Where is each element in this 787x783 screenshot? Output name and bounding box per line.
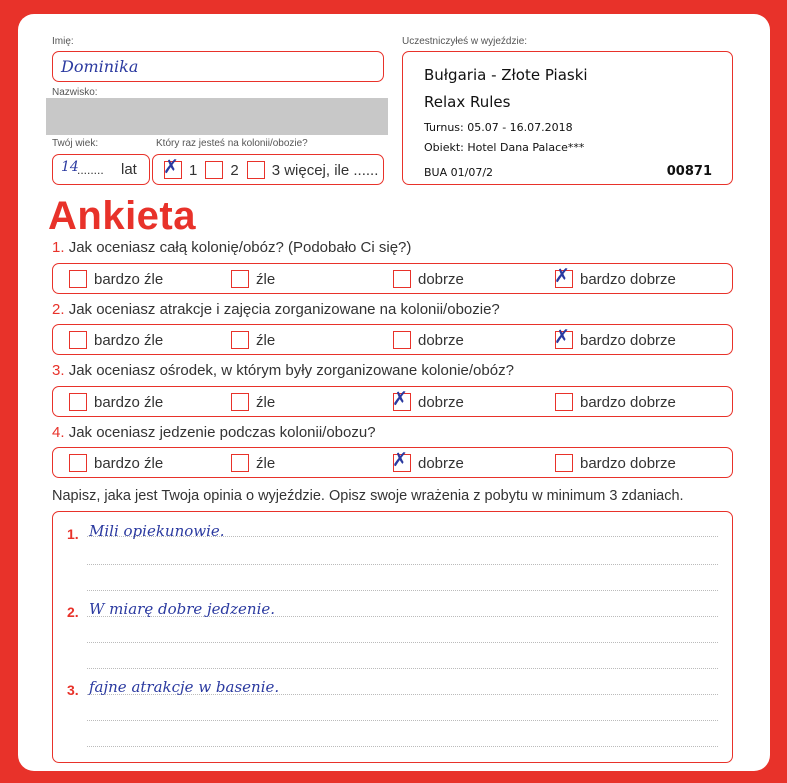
age-value: 14 bbox=[61, 159, 79, 175]
age-dots: ........ bbox=[77, 163, 104, 177]
option-checkbox[interactable] bbox=[69, 393, 87, 411]
option-label: źle bbox=[256, 393, 276, 411]
surname-label: Nazwisko: bbox=[52, 87, 98, 98]
check-mark-icon: ✗ bbox=[554, 326, 570, 348]
option-label: bardzo źle bbox=[94, 393, 164, 411]
question-1 bbox=[52, 239, 411, 256]
opinion-prompt: Napisz, jaka jest Twoja opinia o wyjeździe. Opisz swoje wrażenia z pobytu w minimum 3 zdaniach. bbox=[52, 488, 684, 504]
answer-row-4 bbox=[52, 447, 733, 478]
visit-checkbox-2[interactable] bbox=[205, 161, 223, 179]
age-field[interactable] bbox=[52, 154, 150, 185]
question-number: 3. bbox=[52, 362, 65, 379]
option-label: bardzo dobrze bbox=[580, 331, 676, 349]
answer-row-3 bbox=[52, 386, 733, 417]
option-label: dobrze bbox=[418, 393, 464, 411]
option-label: dobrze bbox=[418, 331, 464, 349]
option-label: bardzo źle bbox=[94, 454, 164, 472]
writing-line bbox=[87, 668, 718, 669]
opinion-text: fajne atrakcje w basenie. bbox=[89, 678, 280, 696]
check-mark-icon: ✗ bbox=[392, 449, 408, 471]
option-label: bardzo dobrze bbox=[580, 454, 676, 472]
option-label: dobrze bbox=[418, 270, 464, 288]
option-checkbox[interactable] bbox=[393, 331, 411, 349]
trip-info-box bbox=[402, 51, 733, 185]
option-checkbox[interactable] bbox=[555, 454, 573, 472]
visit-option-label: 3 więcej, ile ...... bbox=[271, 161, 379, 179]
option-checkbox[interactable] bbox=[555, 393, 573, 411]
option-label: źle bbox=[256, 270, 276, 288]
question-text: Jak oceniasz całą kolonię/obóz? (Podobało Ci się?) bbox=[68, 239, 412, 256]
participant-label: Uczestniczyłeś w wyjeździe: bbox=[402, 36, 528, 47]
trip-number: 00871 bbox=[666, 164, 712, 179]
writing-line bbox=[87, 590, 718, 591]
opinion-number: 1. bbox=[67, 526, 79, 542]
age-unit: lat bbox=[121, 161, 137, 178]
writing-line bbox=[87, 642, 718, 643]
option-checkbox[interactable] bbox=[393, 270, 411, 288]
trip-obiekt: Obiekt: Hotel Dana Palace*** bbox=[424, 141, 585, 154]
age-label: Twój wiek: bbox=[52, 138, 99, 149]
question-number: 2. bbox=[52, 301, 65, 318]
name-value: Dominika bbox=[61, 57, 139, 76]
visit-label: Który raz jesteś na kolonii/obozie? bbox=[156, 138, 308, 149]
option-checkbox[interactable] bbox=[69, 270, 87, 288]
option-label: źle bbox=[256, 454, 276, 472]
question-text: Jak oceniasz jedzenie podczas kolonii/obozu? bbox=[68, 424, 376, 441]
trip-destination: Bułgaria - Złote Piaski bbox=[424, 66, 588, 84]
question-2 bbox=[52, 301, 500, 318]
option-checkbox-checked[interactable] bbox=[554, 265, 573, 288]
option-label: bardzo źle bbox=[94, 331, 164, 349]
question-3 bbox=[52, 362, 514, 379]
question-text: Jak oceniasz ośrodek, w którym były zorganizowane kolonie/obóz? bbox=[68, 362, 514, 379]
writing-line bbox=[87, 720, 718, 721]
visit-checkbox-1[interactable] bbox=[163, 156, 182, 179]
answer-row-1 bbox=[52, 263, 733, 294]
option-checkbox[interactable] bbox=[231, 270, 249, 288]
option-checkbox-checked[interactable] bbox=[392, 449, 411, 472]
option-label: dobrze bbox=[418, 454, 464, 472]
page-title: Ankieta bbox=[48, 194, 196, 238]
option-label: bardzo źle bbox=[94, 270, 164, 288]
writing-line bbox=[87, 746, 718, 747]
option-checkbox-checked[interactable] bbox=[554, 326, 573, 349]
opinion-text: Mili opiekunowie. bbox=[89, 522, 225, 540]
visit-field bbox=[152, 154, 384, 185]
check-mark-icon: ✗ bbox=[392, 388, 408, 410]
name-label: Imię: bbox=[52, 36, 74, 47]
trip-program: Relax Rules bbox=[424, 93, 511, 111]
question-text: Jak oceniasz atrakcje i zajęcia zorganizowane na kolonii/obozie? bbox=[68, 301, 500, 318]
trip-turnus: Turnus: 05.07 - 16.07.2018 bbox=[424, 121, 573, 134]
question-number: 4. bbox=[52, 424, 65, 441]
opinion-box[interactable] bbox=[52, 511, 733, 763]
visit-option-label: 2 bbox=[230, 161, 239, 179]
question-number: 1. bbox=[52, 239, 65, 256]
option-label: źle bbox=[256, 331, 276, 349]
option-checkbox[interactable] bbox=[231, 393, 249, 411]
option-checkbox[interactable] bbox=[69, 454, 87, 472]
survey-form bbox=[18, 14, 770, 771]
option-label: bardzo dobrze bbox=[580, 270, 676, 288]
check-mark-icon: ✗ bbox=[163, 156, 179, 178]
name-field[interactable] bbox=[52, 51, 384, 82]
option-checkbox[interactable] bbox=[231, 454, 249, 472]
opinion-number: 2. bbox=[67, 604, 79, 620]
opinion-text: W miarę dobre jedzenie. bbox=[89, 600, 276, 618]
visit-checkbox-3[interactable] bbox=[247, 161, 265, 179]
check-mark-icon: ✗ bbox=[554, 265, 570, 287]
visit-option-label: 1 bbox=[189, 161, 198, 179]
option-checkbox[interactable] bbox=[231, 331, 249, 349]
question-4 bbox=[52, 424, 376, 441]
option-label: bardzo dobrze bbox=[580, 393, 676, 411]
option-checkbox[interactable] bbox=[69, 331, 87, 349]
writing-line bbox=[87, 564, 718, 565]
answer-row-2 bbox=[52, 324, 733, 355]
trip-code: BUA 01/07/2 bbox=[424, 166, 494, 179]
option-checkbox-checked[interactable] bbox=[392, 388, 411, 411]
opinion-number: 3. bbox=[67, 682, 79, 698]
surname-redacted bbox=[46, 98, 388, 135]
